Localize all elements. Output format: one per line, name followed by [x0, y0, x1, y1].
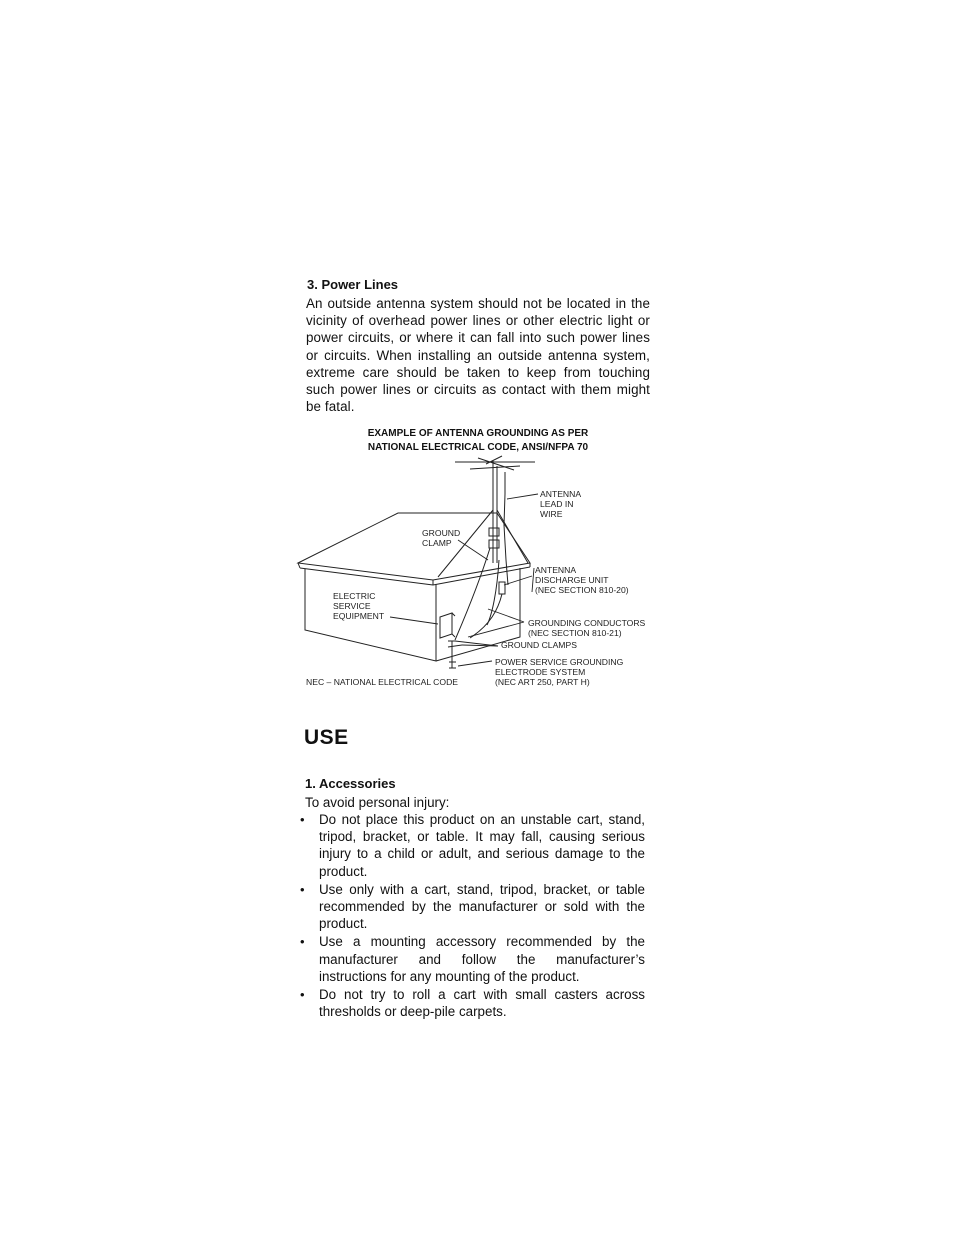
use-heading: USE	[304, 726, 349, 749]
list-item	[300, 986, 645, 1020]
label-ground-clamp-line-1: GROUND	[422, 528, 461, 538]
list-item-text: Do not try to roll a cart with small casters across thresholds or deep-pile carpets.	[319, 987, 645, 1020]
list-item	[300, 933, 645, 985]
list-item	[300, 811, 645, 880]
bullet-icon: •	[300, 987, 305, 1003]
label-ground-clamps: GROUND CLAMPS	[501, 640, 577, 650]
bullet-icon: •	[300, 812, 305, 827]
power-lines-text: An outside antenna system should not be located in the vicinity of overhead power lines or other electric light or power circuits, or where it can fall into such power lines or circuits. When installing an outside antenna system, extreme care should be taken to keep from touching such power lines or circuits as contact with them might be fatal.	[306, 296, 650, 415]
label-power-line-2: ELECTRODE SYSTEM	[495, 667, 586, 677]
label-ground-clamp-line-2: CLAMP	[422, 538, 452, 548]
label-electric-line-2: SERVICE	[333, 601, 371, 611]
power-lines-heading: 3. Power Lines	[307, 277, 399, 292]
house-roof	[298, 513, 530, 580]
label-antenna-line-3: WIRE	[540, 509, 563, 519]
accessories-intro: To avoid personal injury:	[305, 795, 450, 810]
bullet-icon: •	[300, 881, 305, 897]
label-discharge-line-3: (NEC SECTION 810-20)	[535, 585, 629, 595]
label-power-line-1: POWER SERVICE GROUNDING	[495, 657, 624, 667]
label-conductors-line-2: (NEC SECTION 810-21)	[528, 628, 622, 638]
bullet-icon: •	[300, 934, 305, 950]
list-item-text: Use a mounting accessory recommended by the manufacturer and follow the manufacturer’s instructions for any mounting of the product.	[319, 934, 645, 984]
figure-title-line-2: NATIONAL ELECTRICAL CODE, ANSI/NFPA 70	[367, 442, 589, 453]
label-electric-line-3: EQUIPMENT	[333, 611, 385, 621]
list-item-text: Do not place this product on an unstable cart, stand, tripod, bracket, or table. It may fall, causing serious injury to a child or adult, and serious damage to the product.	[319, 812, 645, 879]
figure-title-line-1: EXAMPLE OF ANTENNA GROUNDING AS PER	[367, 428, 589, 439]
label-antenna-line-2: LEAD IN	[540, 499, 574, 509]
electric-service-box	[440, 613, 452, 638]
accessories-list	[300, 811, 645, 1021]
label-power-line-3: (NEC ART 250, PART H)	[495, 677, 590, 687]
label-discharge-line-1: ANTENNA	[535, 565, 577, 575]
list-item-text: Use only with a cart, stand, tripod, bracket, or table recommended by the manufacturer or sold with the product.	[319, 881, 645, 932]
accessories-heading: 1. Accessories	[305, 776, 396, 791]
discharge-unit	[499, 582, 505, 594]
label-discharge-line-2: DISCHARGE UNIT	[535, 575, 609, 585]
label-nec-note: NEC – NATIONAL ELECTRICAL CODE	[306, 677, 459, 687]
label-electric-line-1: ELECTRIC	[333, 591, 376, 601]
label-antenna-line-1: ANTENNA	[540, 489, 582, 499]
label-conductors-line-1: GROUNDING CONDUCTORS	[528, 618, 646, 628]
list-item	[300, 881, 645, 933]
